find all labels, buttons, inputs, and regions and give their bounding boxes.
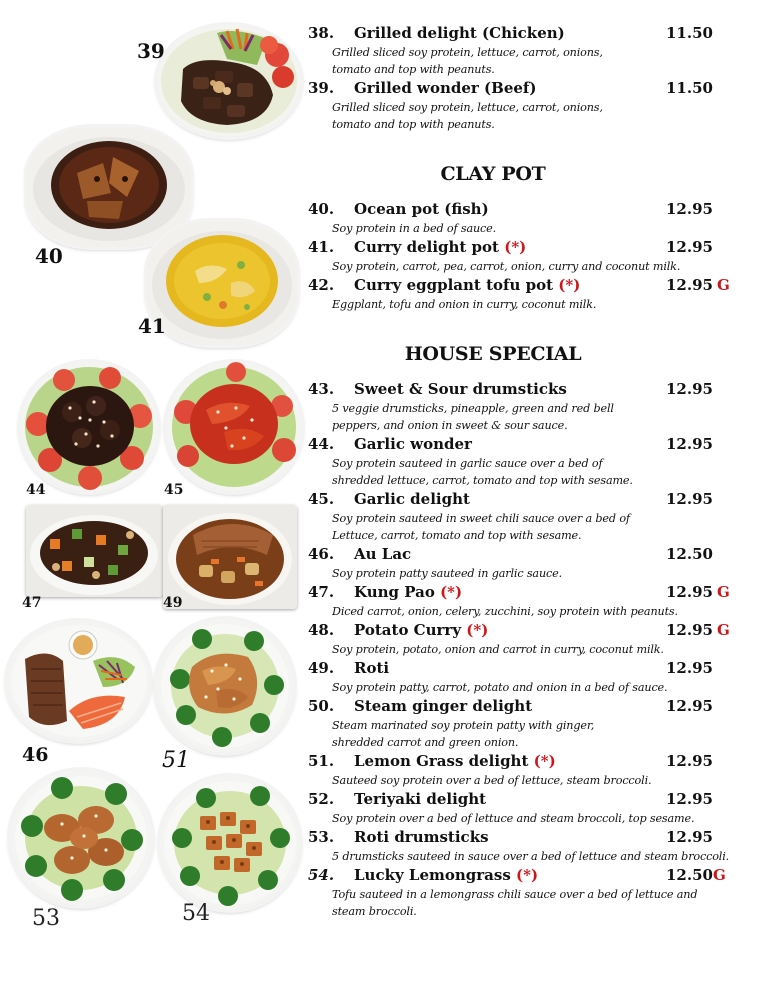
item-price: 12.95 G (666, 583, 730, 601)
photo-label-54: 54 (182, 901, 210, 926)
item-number: 38. (308, 24, 335, 42)
item-description: Grilled sliced soy protein, lettuce, carrot, onions, (332, 46, 603, 59)
spicy-marker: (*) (440, 583, 463, 601)
gluten-free-marker: G (712, 866, 726, 884)
item-price: 12.95 (666, 435, 713, 453)
photo-label-46: 46 (22, 744, 49, 766)
item-number: 49. (308, 659, 335, 677)
item-name: Au Lac (354, 545, 412, 563)
menu-item-53 (308, 828, 748, 865)
item-number: 45. (308, 490, 335, 508)
item-number: 43. (308, 380, 335, 398)
item-number: 40. (308, 200, 335, 218)
menu-item-43 (308, 380, 748, 434)
item-name: Grilled delight (Chicken) (354, 24, 565, 42)
item-price: 12.95 (666, 238, 713, 256)
item-name: Steam ginger delight (354, 697, 533, 715)
photo-45-garlic-delight (166, 362, 302, 492)
photo-41-curry-delight-pot (147, 221, 297, 345)
item-number: 42. (308, 276, 335, 294)
item-name: Potato Curry (*) (354, 621, 489, 639)
item-description: Soy protein, carrot, pea, carrot, onion, curry and coconut milk. (332, 260, 681, 273)
photo-label-49: 49 (163, 595, 183, 611)
photo-label-51: 51 (162, 748, 190, 773)
item-name: Lemon Grass delight (*) (354, 752, 556, 770)
item-number: 46. (308, 545, 335, 563)
item-description: Soy protein, potato, onion and carrot in curry, coconut milk. (332, 643, 664, 656)
menu-item-54 (308, 866, 748, 920)
menu-item-39 (308, 79, 748, 133)
item-price: 12.95 (666, 697, 713, 715)
spicy-marker: (*) (533, 752, 556, 770)
item-price: 12.95 (666, 659, 713, 677)
menu-item-40 (308, 200, 748, 237)
gluten-free-marker: G (716, 583, 730, 601)
menu-item-51 (308, 752, 748, 789)
section-title-clay-pot: CLAY POT (440, 163, 546, 185)
item-number: 39. (308, 79, 335, 97)
item-number: 47. (308, 583, 335, 601)
item-description: Soy protein sauteed in sweet chili sauce over a bed of (332, 512, 630, 525)
item-description: Steam marinated soy protein patty with ginger, (332, 719, 595, 732)
item-description: Eggplant, tofu and onion in curry, coconut milk. (332, 298, 597, 311)
menu-item-46 (308, 545, 748, 582)
menu-item-45 (308, 490, 748, 544)
item-number: 52. (308, 790, 335, 808)
item-number: 51. (308, 752, 335, 770)
photo-47-kung-pao (26, 505, 163, 597)
photo-label-44: 44 (26, 482, 46, 498)
item-description: Soy protein in a bed of sauce. (332, 222, 497, 235)
item-name: Curry eggplant tofu pot (*) (354, 276, 581, 294)
item-description: shredded carrot and green onion. (332, 736, 519, 749)
item-name: Roti (354, 659, 390, 677)
item-name: Grilled wonder (Beef) (354, 79, 537, 97)
item-description: steam broccoli. (332, 905, 417, 918)
item-description: Soy protein sauteed in garlic sauce over a bed of (332, 457, 603, 470)
item-price: 12.95 (666, 790, 713, 808)
spicy-marker: (*) (466, 621, 489, 639)
photo-44-garlic-wonder (20, 362, 158, 492)
photo-39-grilled-wonder (157, 25, 301, 137)
menu-item-44 (308, 435, 748, 489)
photo-54-lucky-lemongrass (160, 776, 300, 910)
item-description: Sauteed soy protein over a bed of lettuce, steam broccoli. (332, 774, 652, 787)
item-name: Curry delight pot (*) (354, 238, 527, 256)
item-description: Soy protein over a bed of lettuce and steam broccoli, top sesame. (332, 812, 695, 825)
menu-item-41 (308, 238, 748, 275)
photo-40-ocean-pot (27, 127, 191, 247)
photo-label-39: 39 (137, 39, 165, 63)
photo-label-40: 40 (35, 244, 63, 268)
photo-label-45: 45 (164, 482, 184, 498)
item-name: Garlic wonder (354, 435, 472, 453)
item-name: Sweet & Sour drumsticks (354, 380, 567, 398)
item-description: Tofu sauteed in a lemongrass chili sauce over a bed of lettuce and (332, 888, 698, 901)
menu-item-52 (308, 790, 748, 827)
gluten-free-marker: G (716, 621, 730, 639)
spicy-marker: (*) (504, 238, 527, 256)
item-description: Soy protein patty, carrot, potato and onion in a bed of sauce. (332, 681, 668, 694)
item-price: 12.95 (666, 380, 713, 398)
photo-46-au-lac (7, 621, 150, 741)
item-description: tomato and top with peanuts. (332, 118, 495, 131)
item-price: 12.95 (666, 200, 713, 218)
spicy-marker: (*) (516, 866, 539, 884)
photo-label-47: 47 (22, 595, 42, 611)
item-name: Roti drumsticks (354, 828, 489, 846)
item-number: 41. (308, 238, 335, 256)
gluten-free-marker: G (716, 276, 730, 294)
item-number: 54. (308, 866, 335, 884)
photo-label-41: 41 (138, 314, 166, 338)
item-price: 11.50 (666, 24, 713, 42)
menu-item-50 (308, 697, 748, 751)
item-description: Lettuce, carrot, tomato and top with sesame. (332, 529, 582, 542)
item-name: Ocean pot (fish) (354, 200, 489, 218)
item-price: 12.95 (666, 490, 713, 508)
menu-item-48 (308, 621, 748, 658)
photo-49-roti (163, 505, 297, 609)
photo-label-53: 53 (32, 906, 60, 931)
menu-list (308, 24, 748, 921)
item-description: Soy protein patty sauteed in garlic sauce. (332, 567, 563, 580)
item-price: 11.50 (666, 79, 713, 97)
item-price: 12.95 G (666, 621, 730, 639)
item-price: 12.95 (666, 828, 713, 846)
item-description: 5 drumsticks sauteed in sauce over a bed of lettuce and steam broccoli. (332, 850, 730, 863)
item-number: 48. (308, 621, 335, 639)
item-name: Kung Pao (*) (354, 583, 463, 601)
item-name: Lucky Lemongrass (*) (354, 866, 539, 884)
item-description: Diced carrot, onion, celery, zucchini, soy protein with peanuts. (332, 605, 678, 618)
item-price: 12.50 (666, 545, 713, 563)
menu-item-47 (308, 583, 748, 620)
item-price: 12.95 (666, 752, 713, 770)
item-description: shredded lettuce, carrot, tomato and top with sesame. (332, 474, 633, 487)
item-description: tomato and top with peanuts. (332, 63, 495, 76)
menu-item-42 (308, 276, 748, 313)
item-price: 12.50G (666, 866, 726, 884)
item-name: Teriyaki delight (354, 790, 487, 808)
section-title-house-special: HOUSE SPECIAL (404, 343, 582, 365)
item-price: 12.95 G (666, 276, 730, 294)
item-number: 53. (308, 828, 335, 846)
spicy-marker: (*) (558, 276, 581, 294)
item-name: Garlic delight (354, 490, 470, 508)
item-number: 44. (308, 435, 335, 453)
photo-51-lemon-grass-delight (156, 619, 294, 753)
photo-53-roti-drumsticks (10, 770, 152, 906)
item-description: 5 veggie drumsticks, pineapple, green and red bell (332, 402, 614, 415)
item-number: 50. (308, 697, 335, 715)
menu-item-49 (308, 659, 748, 696)
menu-item-38 (308, 24, 748, 78)
item-description: peppers, and onion in sweet & sour sauce. (332, 419, 568, 432)
item-description: Grilled sliced soy protein, lettuce, carrot, onions, (332, 101, 603, 114)
